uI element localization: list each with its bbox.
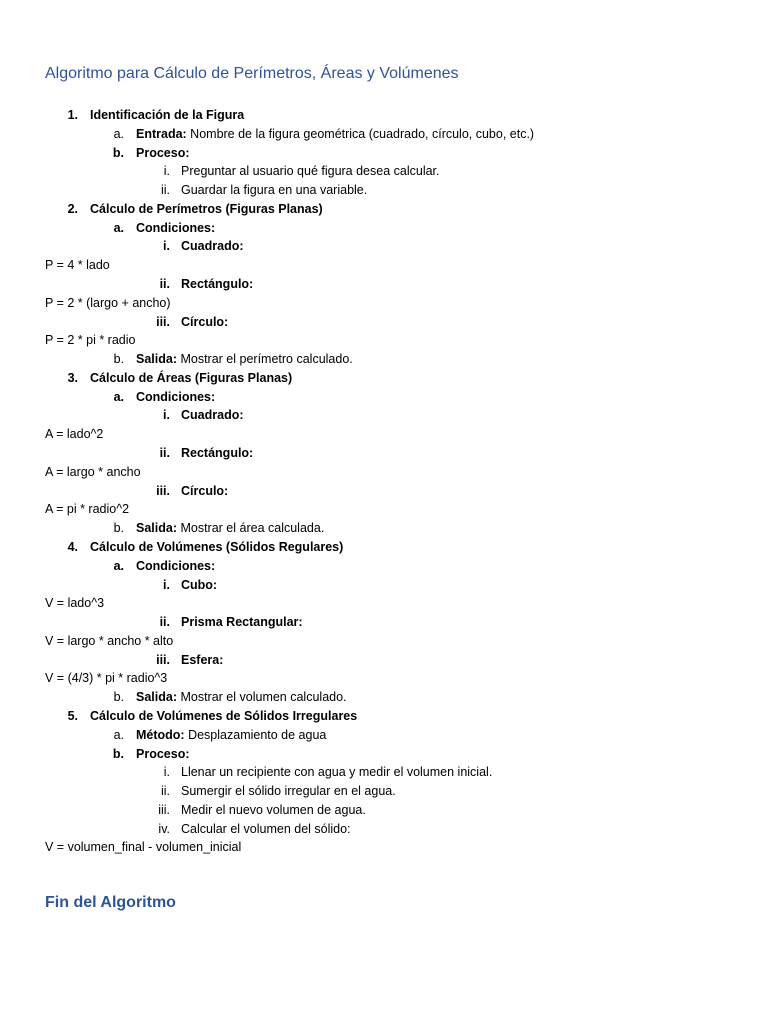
- item-label: Identificación de la Figura: [90, 108, 245, 122]
- item-text: [136, 519, 324, 538]
- list-item: [0, 782, 768, 801]
- item-text: [181, 406, 244, 425]
- list-marker: ii.: [159, 446, 170, 461]
- item-label: Salida:: [136, 352, 177, 367]
- item-body: Nombre de la figura geométrica (cuadrado, círculo, cubo, etc.): [186, 126, 535, 141]
- list-item: [0, 181, 768, 200]
- list-marker: iii.: [156, 483, 170, 498]
- list-item: [0, 651, 768, 670]
- list-marker: i.: [163, 164, 170, 179]
- item-text: [181, 782, 396, 801]
- list-item: [0, 745, 768, 764]
- item-text: [136, 144, 190, 163]
- item-text: [90, 200, 323, 219]
- item-label: Condiciones:: [136, 389, 216, 404]
- item-text: [90, 369, 292, 388]
- item-body: A = largo * ancho: [45, 464, 141, 479]
- document-title: Algoritmo para Cálculo de Perímetros, Áreas y Volúmenes: [45, 65, 459, 82]
- formula-line: [0, 294, 768, 313]
- list-item: [0, 482, 768, 501]
- item-body: Mostrar el área calculada.: [177, 521, 325, 536]
- item-label: Cálculo de Volúmenes (Sólidos Regulares): [90, 539, 344, 554]
- item-body: Mostrar el perímetro calculado.: [177, 352, 353, 367]
- item-label: Prisma Rectangular:: [181, 615, 303, 630]
- list-item: [0, 763, 768, 782]
- list-item: [0, 388, 768, 407]
- formula-line: [0, 331, 768, 350]
- item-label: Cálculo de Áreas (Figuras Planas): [90, 370, 293, 385]
- list-item: [0, 144, 768, 163]
- list-marker: i.: [163, 765, 170, 780]
- item-text: [45, 294, 171, 313]
- list-marker: b.: [112, 145, 124, 160]
- item-text: [181, 181, 367, 200]
- item-body: P = 2 * pi * radio: [45, 333, 136, 348]
- item-label: Proceso:: [136, 145, 190, 160]
- list-marker: i.: [163, 408, 170, 423]
- list-marker: iv.: [158, 821, 170, 836]
- item-body: V = largo * ancho * alto: [45, 633, 174, 648]
- item-body: Sumergir el sólido irregular en el agua.: [181, 784, 396, 799]
- list-item: [0, 576, 768, 595]
- list-marker: a.: [113, 558, 124, 573]
- item-text: [45, 669, 167, 688]
- item-label: Esfera:: [181, 652, 224, 667]
- list-item: [0, 125, 768, 144]
- list-item: [0, 406, 768, 425]
- item-body: Desplazamiento de agua: [184, 727, 327, 742]
- item-text: [45, 256, 110, 275]
- item-text: [181, 801, 366, 820]
- list-marker: i.: [163, 577, 170, 592]
- item-label: Condiciones:: [136, 558, 216, 573]
- item-text: [136, 688, 347, 707]
- item-label: Círculo:: [181, 314, 229, 329]
- item-text: [45, 500, 129, 519]
- item-text: [45, 425, 103, 444]
- list-item: [0, 613, 768, 632]
- item-label: Salida:: [136, 521, 177, 536]
- item-body: Calcular el volumen del sólido:: [181, 821, 351, 836]
- list-marker: a.: [113, 389, 124, 404]
- item-text: [181, 820, 351, 839]
- item-body: V = volumen_final - volumen_inicial: [45, 840, 242, 855]
- list-item: [0, 519, 768, 538]
- list-marker: iii.: [156, 652, 170, 667]
- item-text: [45, 331, 135, 350]
- list-marker: ii.: [160, 183, 170, 198]
- item-text: [136, 557, 215, 576]
- item-body: Guardar la figura en una variable.: [181, 183, 368, 198]
- item-text: [181, 613, 303, 632]
- list-marker: iii.: [156, 314, 170, 329]
- item-body: Llenar un recipiente con agua y medir el volumen inicial.: [181, 765, 493, 780]
- item-body: A = pi * radio^2: [45, 502, 130, 517]
- item-body: P = 2 * (largo + ancho): [45, 295, 171, 310]
- item-text: [181, 444, 253, 463]
- list-marker: 4.: [67, 539, 78, 554]
- list-marker: 2.: [67, 201, 78, 216]
- list-item: [0, 688, 768, 707]
- item-text: [181, 763, 492, 782]
- list-item: [0, 726, 768, 745]
- item-body: Mostrar el volumen calculado.: [177, 690, 347, 705]
- formula-line: [0, 500, 768, 519]
- item-text: [45, 838, 241, 857]
- list-item: [0, 350, 768, 369]
- list-marker: 1.: [67, 108, 78, 122]
- item-text: [181, 576, 217, 595]
- item-label: Círculo:: [181, 483, 229, 498]
- item-label: Cálculo de Perímetros (Figuras Planas): [90, 201, 323, 216]
- formula-line: [0, 594, 768, 613]
- item-text: [181, 162, 440, 181]
- item-body: Medir el nuevo volumen de agua.: [181, 802, 366, 817]
- list-marker: 3.: [67, 370, 78, 385]
- list-marker: i.: [163, 239, 170, 254]
- list-item: [0, 444, 768, 463]
- formula-line: [0, 838, 768, 857]
- item-label: Cubo:: [181, 577, 218, 592]
- item-label: Cuadrado:: [181, 239, 244, 254]
- formula-line: [0, 669, 768, 688]
- list-item: [0, 820, 768, 839]
- item-label: Condiciones:: [136, 220, 216, 235]
- item-body: P = 4 * lado: [45, 258, 110, 273]
- footer-heading: Fin del Algoritmo: [45, 894, 176, 911]
- list-item: [0, 801, 768, 820]
- list-marker: a.: [113, 727, 124, 742]
- list-marker: ii.: [160, 784, 170, 799]
- formula-line: [0, 425, 768, 444]
- item-text: [181, 275, 253, 294]
- list-item: [0, 237, 768, 256]
- item-text: [45, 632, 173, 651]
- item-label: Cuadrado:: [181, 408, 244, 423]
- formula-line: [0, 256, 768, 275]
- item-label: Salida:: [136, 690, 177, 705]
- list-item: [0, 707, 768, 726]
- list-item: [0, 369, 768, 388]
- item-body: A = lado^2: [45, 427, 104, 442]
- item-body: Preguntar al usuario qué figura desea calcular.: [181, 164, 440, 179]
- list-item: [0, 557, 768, 576]
- item-label: Entrada:: [136, 126, 187, 141]
- item-text: [136, 125, 534, 144]
- list-marker: b.: [113, 352, 124, 367]
- item-text: [136, 745, 190, 764]
- item-label: Método:: [136, 727, 185, 742]
- list-item: [0, 538, 768, 557]
- item-text: [90, 106, 244, 125]
- list-marker: ii.: [159, 277, 170, 292]
- item-body: V = (4/3) * pi * radio^3: [45, 671, 168, 686]
- item-text: [181, 651, 223, 670]
- list-marker: 5.: [67, 708, 78, 723]
- item-text: [45, 594, 104, 613]
- item-text: [136, 350, 353, 369]
- item-text: [45, 463, 141, 482]
- list-marker: b.: [112, 746, 124, 761]
- item-body: V = lado^3: [45, 596, 105, 611]
- list-item: [0, 275, 768, 294]
- list-marker: b.: [113, 521, 124, 536]
- item-text: [181, 482, 228, 501]
- list-marker: a.: [113, 126, 124, 141]
- list-item: [0, 162, 768, 181]
- item-text: [90, 538, 343, 557]
- item-label: Proceso:: [136, 746, 190, 761]
- item-text: [136, 726, 326, 745]
- item-text: [181, 237, 244, 256]
- list-marker: b.: [113, 690, 124, 705]
- item-text: [136, 388, 215, 407]
- list-marker: a.: [113, 220, 124, 235]
- list-marker: iii.: [158, 802, 170, 817]
- list-item: [0, 219, 768, 238]
- list-item: [0, 200, 768, 219]
- formula-line: [0, 632, 768, 651]
- item-label: Cálculo de Volúmenes de Sólidos Irregulares: [90, 708, 358, 723]
- item-text: [136, 219, 215, 238]
- list-marker: ii.: [159, 615, 170, 630]
- item-label: Rectángulo:: [181, 446, 254, 461]
- formula-line: [0, 463, 768, 482]
- list-item: [0, 106, 768, 125]
- item-text: [90, 707, 357, 726]
- list-item: [0, 313, 768, 332]
- item-text: [181, 313, 228, 332]
- item-label: Rectángulo:: [181, 277, 254, 292]
